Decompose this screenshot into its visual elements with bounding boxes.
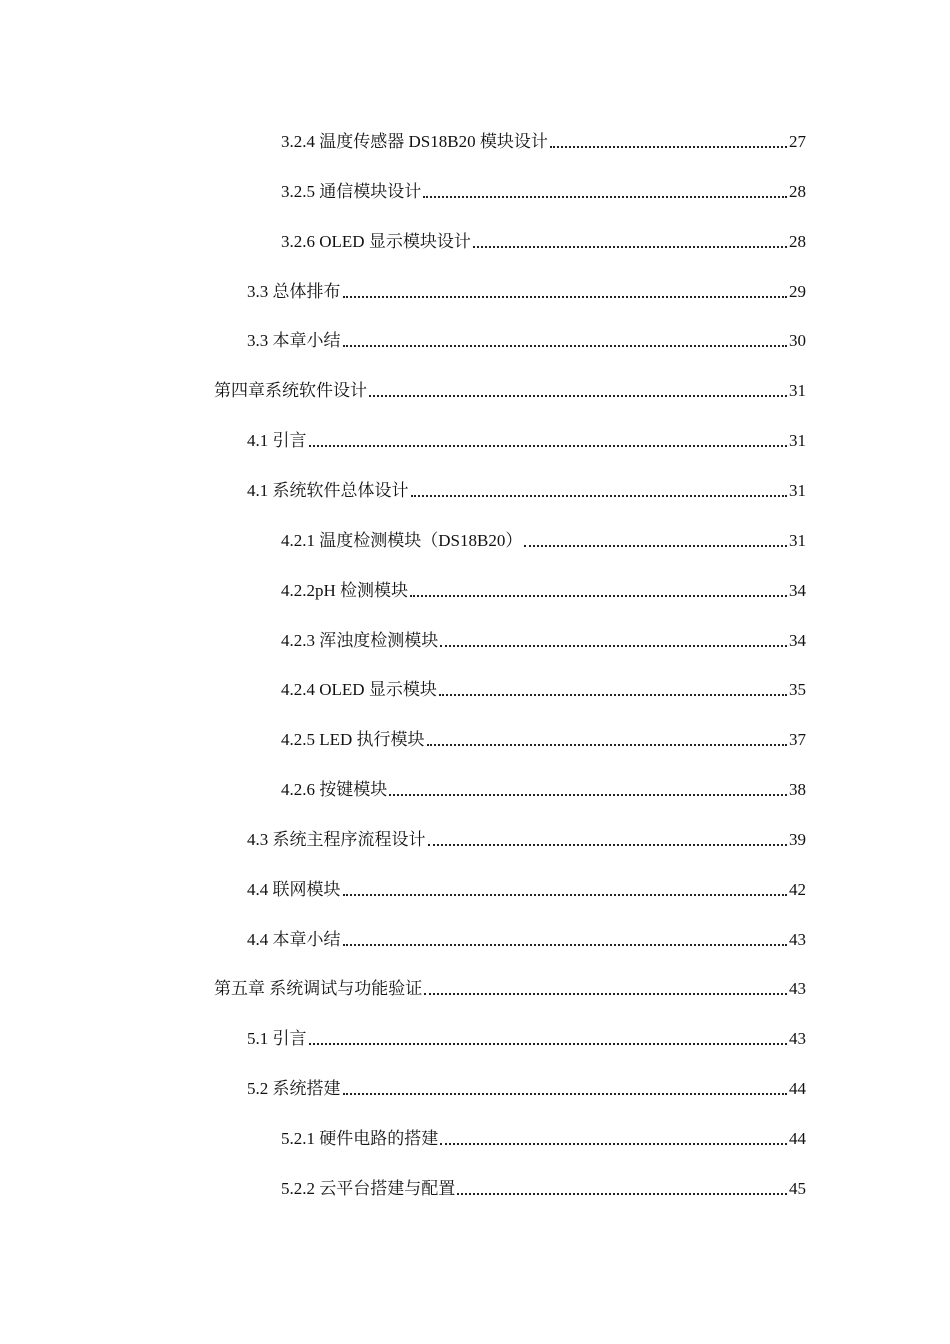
toc-page-number: 39: [789, 830, 806, 849]
toc-page-number: 37: [789, 730, 806, 749]
toc-page-number: 28: [789, 182, 806, 201]
toc-entry-title: 5.1 引言: [247, 1029, 307, 1048]
toc-entry-title: 3.2.4 温度传感器 DS18B20 模块设计: [281, 132, 548, 151]
toc-entry[interactable]: [281, 774, 806, 802]
toc-dot-leader: [343, 1093, 788, 1095]
toc-entry-title: 4.1 系统软件总体设计: [247, 481, 409, 500]
toc-page-number: 44: [789, 1079, 806, 1098]
toc-dot-leader: [309, 1043, 788, 1045]
toc-dot-leader: [343, 296, 788, 298]
toc-page-number: 35: [789, 680, 806, 699]
toc-page-number: 44: [789, 1129, 806, 1148]
toc-page-number: 29: [789, 282, 806, 301]
toc-entry[interactable]: [247, 276, 806, 304]
toc-dot-leader: [524, 545, 787, 547]
toc-page-number: 45: [789, 1179, 806, 1198]
toc-entry[interactable]: [247, 1023, 806, 1051]
toc-entry[interactable]: [281, 226, 806, 254]
toc-dot-leader: [440, 645, 787, 647]
toc-dot-leader: [439, 694, 787, 696]
toc-entry-title: 3.3 本章小结: [247, 331, 341, 350]
toc-page-number: 31: [789, 531, 806, 550]
toc-entry-title: 4.4 联网模块: [247, 880, 341, 899]
toc-entry[interactable]: [247, 924, 806, 952]
toc-dot-leader: [457, 1193, 787, 1195]
toc-page-number: 31: [789, 381, 806, 400]
toc-entry-title: 5.2.2 云平台搭建与配置: [281, 1179, 456, 1198]
toc-entry[interactable]: [281, 625, 806, 653]
toc-dot-leader: [440, 1143, 787, 1145]
toc-page-number: 42: [789, 880, 806, 899]
toc-page-number: 43: [789, 1029, 806, 1048]
toc-entry-title: 4.4 本章小结: [247, 930, 341, 949]
toc-entry-title: 3.2.5 通信模块设计: [281, 182, 422, 201]
toc-dot-leader: [423, 196, 787, 198]
toc-dot-leader: [343, 894, 788, 896]
toc-entry[interactable]: [247, 325, 806, 353]
toc-entry[interactable]: [281, 176, 806, 204]
toc-page-number: 34: [789, 581, 806, 600]
toc-entry-title: 3.3 总体排布: [247, 282, 341, 301]
toc-dot-leader: [424, 993, 787, 995]
toc-entry-title: 5.2.1 硬件电路的搭建: [281, 1129, 439, 1148]
toc-page-number: 38: [789, 780, 806, 799]
toc-entry[interactable]: [214, 973, 806, 1001]
toc-page-number: 43: [789, 930, 806, 949]
toc-page-number: 28: [789, 232, 806, 251]
toc-dot-leader: [343, 944, 788, 946]
toc-entry-title: 4.2.6 按键模块: [281, 780, 388, 799]
toc-entry[interactable]: [214, 375, 806, 403]
toc-dot-leader: [389, 794, 787, 796]
toc-dot-leader: [343, 345, 788, 347]
toc-entry[interactable]: [281, 1123, 806, 1151]
toc-entry[interactable]: [281, 525, 806, 553]
toc-entry[interactable]: [247, 425, 806, 453]
toc-page-number: 43: [789, 979, 806, 998]
toc-entry-title: 4.2.1 温度检测模块（DS18B20）: [281, 531, 523, 550]
toc-dot-leader: [427, 744, 787, 746]
toc-entry-title: 4.1 引言: [247, 431, 307, 450]
toc-page-number: 27: [789, 132, 806, 151]
toc-entry-title: 4.2.5 LED 执行模块: [281, 730, 425, 749]
toc-page-number: 31: [789, 431, 806, 450]
toc-page-number: 31: [789, 481, 806, 500]
toc-dot-leader: [473, 246, 787, 248]
toc-entry-title: 第五章 系统调试与功能验证: [214, 979, 423, 998]
toc-entry-title: 4.3 系统主程序流程设计: [247, 830, 426, 849]
toc-entry[interactable]: [281, 575, 806, 603]
toc-entry-title: 4.2.4 OLED 显示模块: [281, 680, 437, 699]
toc-dot-leader: [369, 395, 787, 397]
toc-entry-title: 5.2 系统搭建: [247, 1079, 341, 1098]
toc-page-number: 30: [789, 331, 806, 350]
toc-dot-leader: [550, 146, 787, 148]
toc-dot-leader: [428, 844, 788, 846]
toc-entry-title: 4.2.3 浑浊度检测模块: [281, 631, 439, 650]
toc-entry-title: 3.2.6 OLED 显示模块设计: [281, 232, 471, 251]
toc-entry-title: 第四章系统软件设计: [214, 381, 367, 400]
toc-dot-leader: [411, 495, 788, 497]
toc-entry-title: 4.2.2pH 检测模块: [281, 581, 409, 600]
toc-entry[interactable]: [281, 674, 806, 702]
toc-dot-leader: [410, 595, 787, 597]
toc-entry[interactable]: [247, 874, 806, 902]
toc-entry[interactable]: [281, 126, 806, 154]
toc-entry[interactable]: [247, 824, 806, 852]
toc-entry[interactable]: [247, 475, 806, 503]
toc-dot-leader: [309, 445, 788, 447]
toc-entry[interactable]: [247, 1073, 806, 1101]
toc-entry[interactable]: [281, 724, 806, 752]
toc-page-number: 34: [789, 631, 806, 650]
toc-entry[interactable]: [281, 1173, 806, 1201]
